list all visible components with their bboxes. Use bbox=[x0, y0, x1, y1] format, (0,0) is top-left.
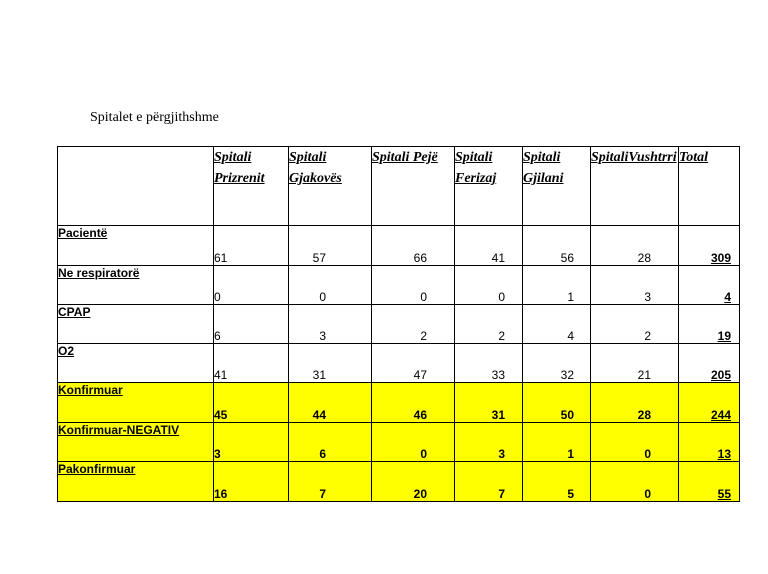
table-body bbox=[58, 226, 740, 502]
column-header-gjilan: Spitali Gjilani bbox=[523, 147, 591, 226]
total-cell: 244 bbox=[679, 383, 740, 423]
value-cell: 2 bbox=[372, 305, 455, 344]
value-cell: 0 bbox=[289, 266, 372, 305]
value-cell: 56 bbox=[523, 226, 591, 266]
table-row-ne-respirator bbox=[58, 266, 740, 305]
value-cell: 61 bbox=[214, 226, 289, 266]
row-label: CPAP bbox=[58, 305, 214, 344]
value-cell: 1 bbox=[523, 423, 591, 462]
total-cell: 19 bbox=[679, 305, 740, 344]
value-cell: 3 bbox=[591, 266, 679, 305]
value-cell: 3 bbox=[289, 305, 372, 344]
value-cell: 44 bbox=[289, 383, 372, 423]
value-cell: 7 bbox=[289, 462, 372, 502]
row-label: Ne respiratorë bbox=[58, 266, 214, 305]
value-cell: 45 bbox=[214, 383, 289, 423]
value-cell: 2 bbox=[591, 305, 679, 344]
value-cell: 2 bbox=[455, 305, 523, 344]
row-label: Pacientë bbox=[58, 226, 214, 266]
value-cell: 4 bbox=[523, 305, 591, 344]
value-cell: 47 bbox=[372, 344, 455, 383]
total-cell: 13 bbox=[679, 423, 740, 462]
column-header-peje: Spitali Pejë bbox=[372, 147, 455, 226]
value-cell: 20 bbox=[372, 462, 455, 502]
column-header-vushtrri: SpitaliVushtrri bbox=[591, 147, 679, 226]
value-cell: 6 bbox=[289, 423, 372, 462]
value-cell: 0 bbox=[591, 462, 679, 502]
column-header-prizren: Spitali Prizrenit bbox=[214, 147, 289, 226]
document-title: Spitalet e përgjithshme bbox=[90, 110, 219, 125]
value-cell: 3 bbox=[455, 423, 523, 462]
table-row-konfirmuar-negativ bbox=[58, 423, 740, 462]
value-cell: 21 bbox=[591, 344, 679, 383]
row-label: Pakonfirmuar bbox=[58, 462, 214, 502]
value-cell: 7 bbox=[455, 462, 523, 502]
value-cell: 50 bbox=[523, 383, 591, 423]
column-header-total: Total bbox=[679, 147, 740, 226]
total-cell: 309 bbox=[679, 226, 740, 266]
value-cell: 0 bbox=[591, 423, 679, 462]
value-cell: 33 bbox=[455, 344, 523, 383]
value-cell: 0 bbox=[372, 266, 455, 305]
value-cell: 31 bbox=[289, 344, 372, 383]
value-cell: 31 bbox=[455, 383, 523, 423]
column-header-gjakove: Spitali Gjakovës bbox=[289, 147, 372, 226]
table-row-konfirmuar bbox=[58, 383, 740, 423]
value-cell: 5 bbox=[523, 462, 591, 502]
value-cell: 16 bbox=[214, 462, 289, 502]
value-cell: 0 bbox=[372, 423, 455, 462]
value-cell: 41 bbox=[455, 226, 523, 266]
value-cell: 32 bbox=[523, 344, 591, 383]
table-row-o2 bbox=[58, 344, 740, 383]
total-cell: 4 bbox=[679, 266, 740, 305]
row-label: Konfirmuar bbox=[58, 383, 214, 423]
value-cell: 28 bbox=[591, 226, 679, 266]
value-cell: 3 bbox=[214, 423, 289, 462]
value-cell: 0 bbox=[455, 266, 523, 305]
header-row bbox=[58, 147, 740, 226]
value-cell: 66 bbox=[372, 226, 455, 266]
total-cell: 55 bbox=[679, 462, 740, 502]
value-cell: 0 bbox=[214, 266, 289, 305]
row-label: Konfirmuar-NEGATIV bbox=[58, 423, 214, 462]
table-row-cpap bbox=[58, 305, 740, 344]
value-cell: 46 bbox=[372, 383, 455, 423]
value-cell: 6 bbox=[214, 305, 289, 344]
value-cell: 41 bbox=[214, 344, 289, 383]
value-cell: 28 bbox=[591, 383, 679, 423]
table-row-pakonfirmuar bbox=[58, 462, 740, 502]
value-cell: 1 bbox=[523, 266, 591, 305]
hospital-table bbox=[57, 146, 740, 502]
header-corner-cell bbox=[58, 147, 214, 226]
row-label: O2 bbox=[58, 344, 214, 383]
value-cell: 57 bbox=[289, 226, 372, 266]
column-header-ferizaj: Spitali Ferizaj bbox=[455, 147, 523, 226]
total-cell: 205 bbox=[679, 344, 740, 383]
table-row-pacient bbox=[58, 226, 740, 266]
